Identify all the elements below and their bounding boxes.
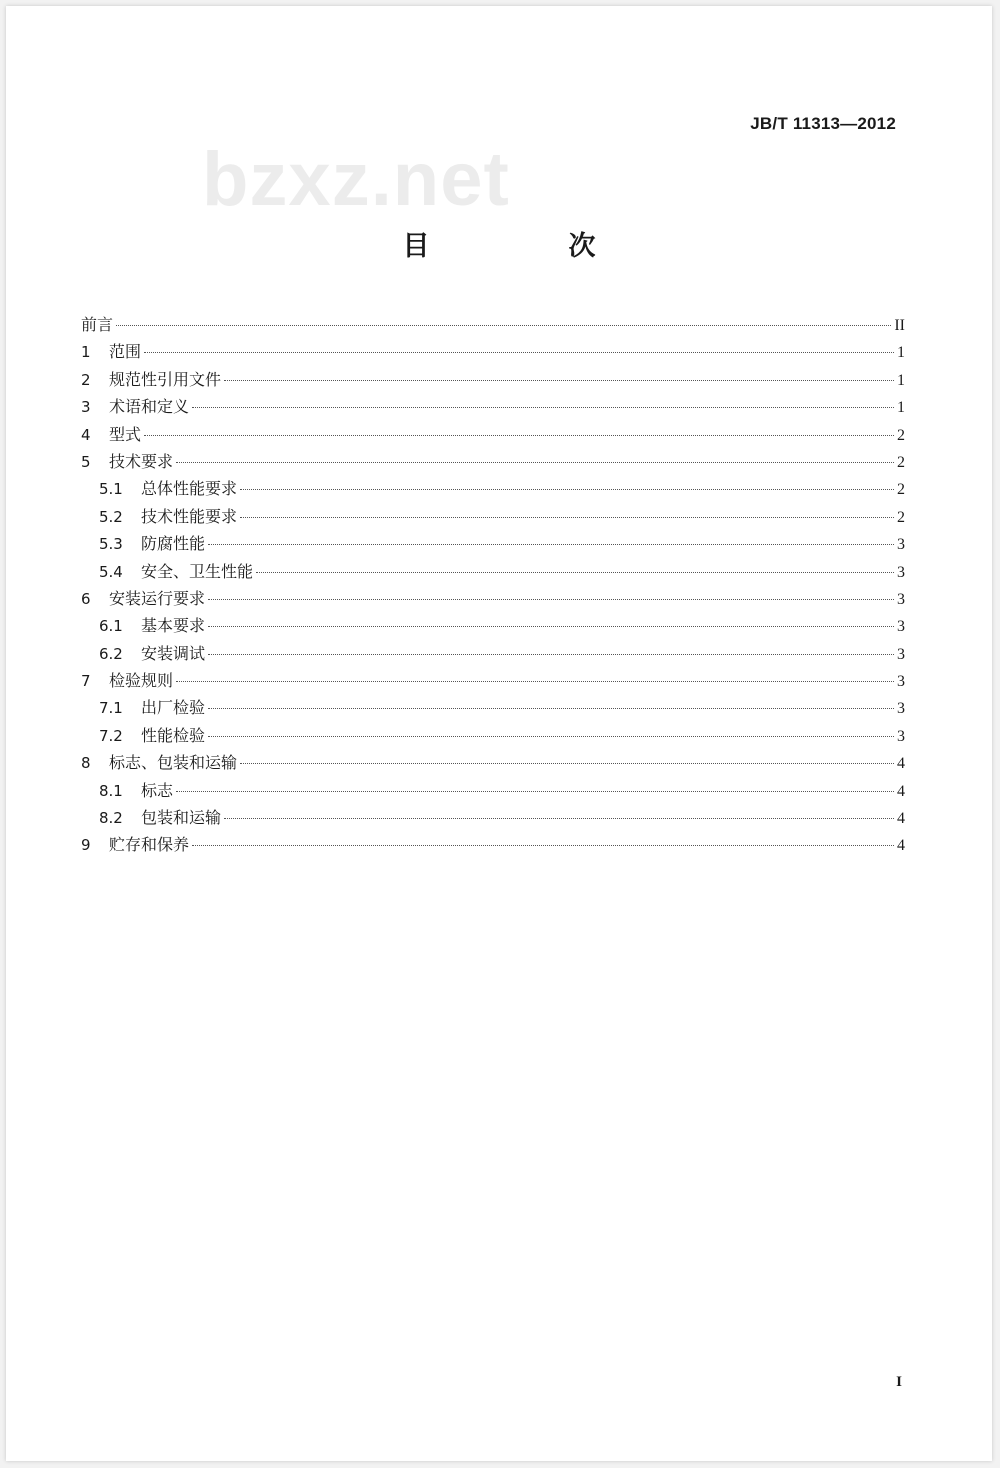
watermark: bzxz.net: [202, 137, 510, 222]
toc-entry-label: 前言: [81, 315, 114, 334]
toc-entry[interactable]: [81, 585, 905, 612]
toc-entry-label: 技术要求: [109, 451, 174, 471]
document-page: [6, 6, 992, 1461]
toc-entry-label: 规范性引用文件: [109, 369, 222, 389]
toc-entry[interactable]: [81, 667, 905, 694]
toc-entry-page: 1: [897, 371, 905, 389]
toc-entry-page: 3: [897, 700, 905, 718]
toc-entry-number: 4: [81, 425, 91, 444]
toc-entry-number: 5.2: [99, 507, 123, 526]
toc-entry[interactable]: [81, 749, 905, 776]
toc-entry-label: 技术性能要求: [141, 506, 238, 526]
toc-leader-dots: [240, 763, 894, 764]
toc-entry-page: 3: [897, 673, 905, 691]
toc-entry-page: 2: [897, 481, 905, 499]
toc-leader-dots: [176, 681, 894, 682]
toc-entry-number: 6.2: [99, 644, 123, 663]
toc-leader-dots: [208, 626, 894, 627]
toc-entry-label: 安全、卫生性能: [141, 561, 254, 581]
toc-entry-page: 3: [897, 645, 905, 663]
toc-entry[interactable]: [81, 558, 905, 585]
toc-entry-label: 标志、包装和运输: [109, 753, 238, 773]
toc-leader-dots: [224, 380, 894, 381]
toc-entry-number: 9: [81, 836, 91, 855]
toc-entry-label: 标志: [141, 780, 174, 800]
toc-entry-number: 5: [81, 452, 91, 471]
toc-leader-dots: [256, 572, 894, 573]
toc-entry-label: 型式: [109, 424, 142, 444]
toc-entry-label: 范围: [109, 342, 142, 362]
toc-entry-label: 术语和定义: [109, 397, 190, 417]
toc-leader-dots: [144, 352, 894, 353]
toc-leader-dots: [208, 654, 894, 655]
toc-entry-number: 8.1: [99, 781, 123, 800]
toc-entry-page: 3: [897, 590, 905, 608]
toc-entry-number: 6: [81, 589, 91, 608]
toc-entry[interactable]: [81, 503, 905, 530]
toc-entry-number: 6.1: [99, 617, 123, 636]
toc-leader-dots: [192, 407, 894, 408]
toc-entry-number: 7.2: [99, 726, 123, 745]
toc-entry[interactable]: [81, 722, 905, 749]
toc-leader-dots: [192, 845, 894, 846]
toc-entry-page: 4: [897, 837, 905, 855]
toc-leader-dots: [176, 462, 894, 463]
toc-entry-page: 2: [897, 508, 905, 526]
toc-entry-page: 2: [897, 453, 905, 471]
toc-entry-label: 出厂检验: [141, 698, 206, 718]
toc-entry-page: 3: [897, 727, 905, 745]
toc-entry-label: 包装和运输: [141, 808, 222, 828]
toc-entry-page: 4: [897, 782, 905, 800]
toc-entry-label: 基本要求: [141, 616, 206, 636]
toc-leader-dots: [208, 599, 894, 600]
toc-entry-page: 4: [897, 810, 905, 828]
toc-entry[interactable]: [81, 640, 905, 667]
toc-leader-dots: [224, 818, 894, 819]
toc-leader-dots: [208, 736, 894, 737]
toc-leader-dots: [144, 435, 894, 436]
toc-entry[interactable]: [81, 777, 905, 804]
toc-entry[interactable]: [81, 393, 905, 420]
toc-leader-dots: [208, 544, 894, 545]
toc-entry-page: 1: [897, 344, 905, 362]
toc-entry-number: 5.3: [99, 535, 123, 554]
toc-entry-number: 8.2: [99, 809, 123, 828]
toc-entry[interactable]: [81, 366, 905, 393]
toc-entry-label: 防腐性能: [141, 534, 206, 554]
toc-leader-dots: [240, 517, 894, 518]
toc-leader-dots: [176, 791, 894, 792]
toc-entry[interactable]: [81, 831, 905, 858]
toc-entry-page: 3: [897, 618, 905, 636]
toc-entry-page: 3: [897, 563, 905, 581]
toc-entry-label: 贮存和保养: [109, 835, 190, 855]
toc-entry-label: 总体性能要求: [141, 479, 238, 499]
toc-entry[interactable]: [81, 612, 905, 639]
toc-entry[interactable]: [81, 694, 905, 721]
toc-entry-page: 3: [897, 536, 905, 554]
toc-entry-label: 安装调试: [141, 643, 206, 663]
toc-entry-label: 检验规则: [109, 671, 174, 691]
toc-entry-number: 7: [81, 672, 91, 691]
toc-entry-page: 2: [897, 426, 905, 444]
toc-entry[interactable]: [81, 475, 905, 502]
toc-entry-number: 2: [81, 370, 91, 389]
toc-entry[interactable]: [81, 530, 905, 557]
toc-entry-page: II: [894, 317, 905, 334]
toc-entry[interactable]: [81, 448, 905, 475]
page-title: 目 次: [402, 231, 652, 262]
toc-entry-label: 安装运行要求: [109, 588, 206, 608]
table-of-contents: [81, 311, 905, 859]
toc-entry[interactable]: [81, 804, 905, 831]
toc-entry[interactable]: [81, 311, 905, 338]
toc-entry-page: 1: [897, 399, 905, 417]
toc-entry-number: 1: [81, 343, 91, 362]
toc-entry-label: 性能检验: [141, 725, 206, 745]
toc-entry-page: 4: [897, 755, 905, 773]
page-number: I: [896, 1374, 902, 1390]
toc-entry-number: 5.4: [99, 562, 123, 581]
toc-entry[interactable]: [81, 421, 905, 448]
toc-entry-number: 8: [81, 754, 91, 773]
toc-entry-number: 7.1: [99, 699, 123, 718]
toc-leader-dots: [208, 708, 894, 709]
document-code: JB/T 11313—2012: [750, 114, 896, 133]
toc-entry-number: 5.1: [99, 480, 123, 499]
toc-leader-dots: [116, 325, 891, 326]
toc-entry-number: 3: [81, 398, 91, 417]
toc-entry[interactable]: [81, 338, 905, 365]
toc-leader-dots: [240, 489, 894, 490]
